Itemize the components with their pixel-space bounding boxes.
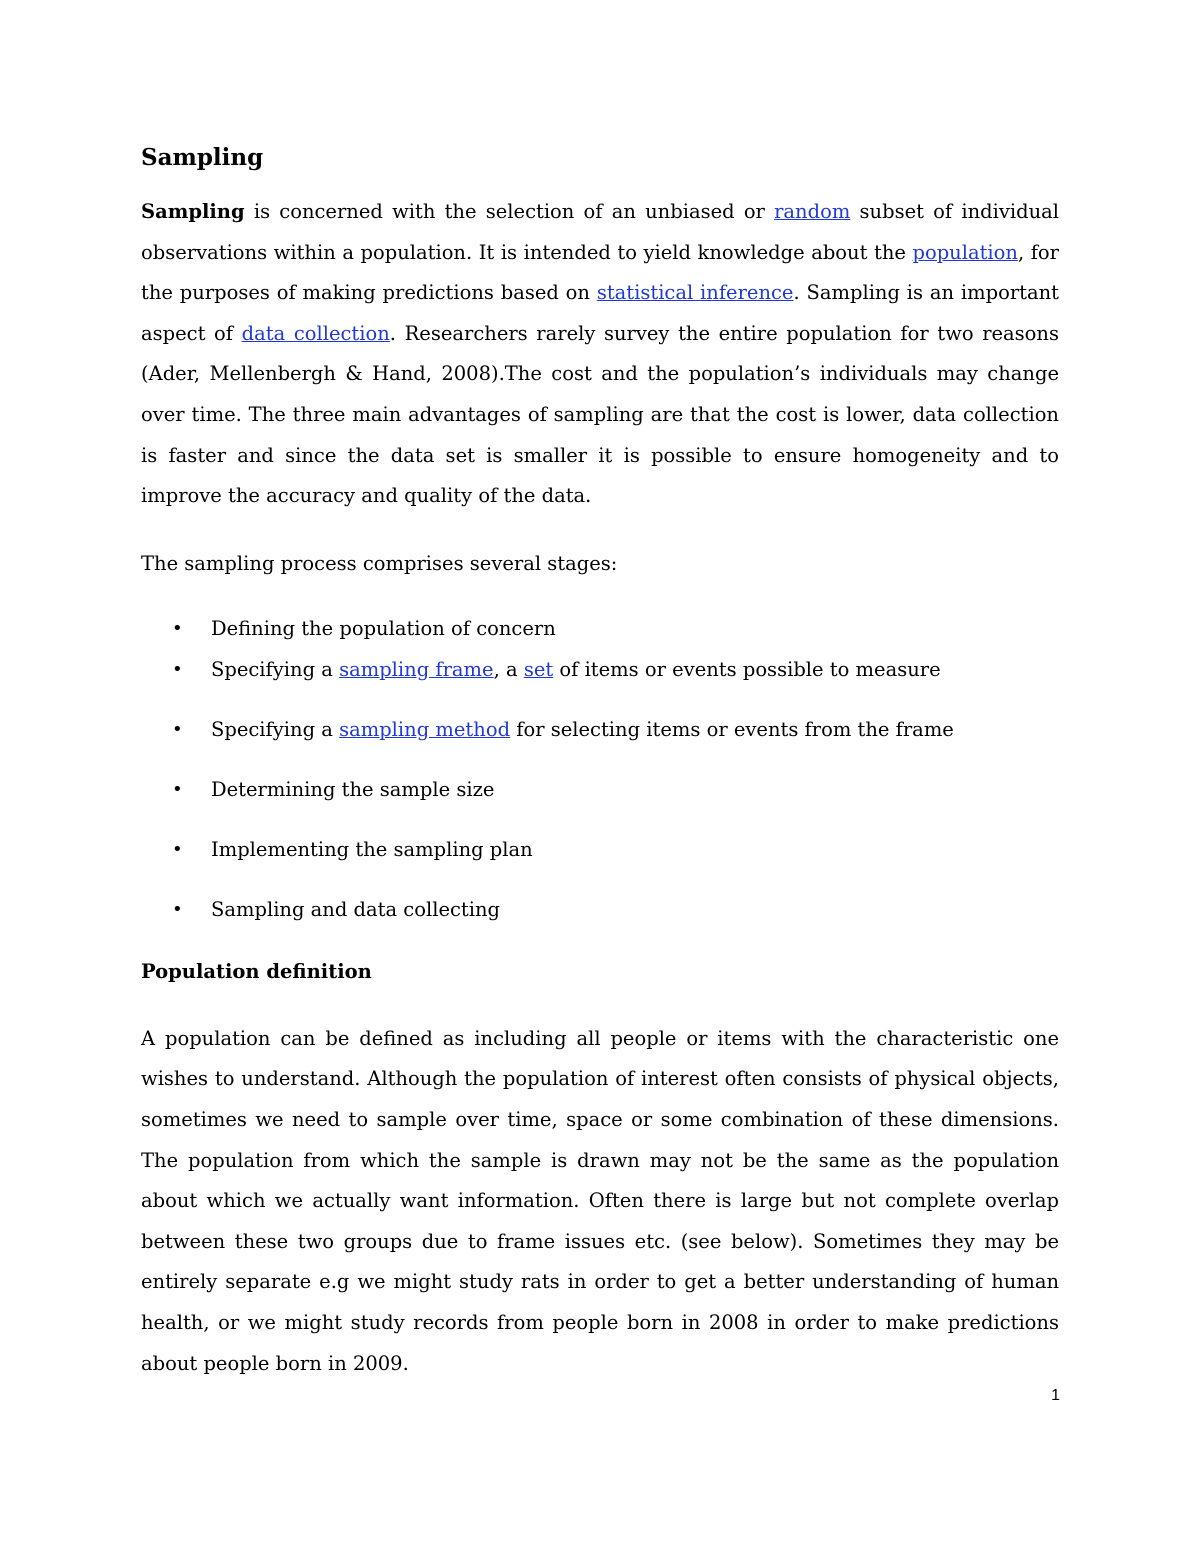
document-body (141, 138, 1059, 1384)
random-link[interactable]: random (774, 200, 851, 223)
page-number: 1 (1051, 1387, 1060, 1404)
stage-text: Sampling and data collecting (211, 897, 501, 921)
intro-text-4: . Sampling is an important aspect of (141, 281, 1060, 345)
sampling-frame-link[interactable]: sampling frame (339, 657, 494, 681)
population-definition-heading: Population definition (141, 959, 372, 983)
stages-list (141, 609, 1059, 930)
stage-text-pre: Specifying a (211, 717, 340, 741)
set-link[interactable]: set (523, 657, 554, 681)
stage-sampling-frame (141, 650, 1059, 690)
stage-implement-plan (141, 830, 1059, 870)
sampling-method-link[interactable]: sampling method (339, 717, 511, 741)
intro-text-2: subset of individual observations within a population. It is intended to yield knowledge about the (141, 200, 1060, 264)
stages-intro: The sampling process comprises several stages: (141, 551, 618, 575)
sampling-term: Sampling (141, 200, 245, 223)
stage-sample-size (141, 770, 1059, 810)
document-title: Sampling (141, 144, 264, 171)
stage-text-post: for selecting items or events from the frame (510, 717, 954, 741)
stage-text-post: of items or events possible to measure (553, 657, 941, 681)
stage-text: Determining the sample size (211, 777, 495, 801)
stage-text: Implementing the sampling plan (211, 837, 533, 861)
stage-text-mid: , a (493, 657, 524, 681)
stage-text: Defining the population of concern (211, 616, 556, 640)
population-link[interactable]: population (912, 240, 1018, 264)
intro-text-1: is concerned with the selection of an unbiased or (244, 200, 775, 223)
intro-paragraph (141, 192, 1059, 517)
stage-define-population (141, 609, 1059, 649)
stage-data-collecting (141, 890, 1059, 930)
data-collection-link[interactable]: data collection (241, 321, 390, 345)
population-paragraph: A population can be defined as including all people or items with the characteristic one wishes to understand. Although the population of interest often consists of physical objects, sometimes we need to sample over time, space or some combination of these dimensions. The population from which the sample is drawn may not be the same as the population about which we actually want information. Often there is large but not complete overlap between these two groups due to frame issues etc. (see below). Sometimes they may be entirely separate e.g we might study rats in order to get a better understanding of human health, or we might study records from people born in 2008 in order to make predictions about people born in 2009. (141, 1026, 1059, 1375)
intro-text-3: , for the purposes of making predictions based on (141, 240, 1059, 305)
intro-text-5: . Researchers rarely survey the entire population for two reasons (Ader, Mellenbergh & Hand, 2008).The cost and the population’s individuals may change over time. The three main advantages of sampling are that the cost is lower, data collection is faster and since the data set is smaller it is possible to ensure homogeneity and to improve the accuracy and quality of the data. (141, 321, 1059, 508)
stage-text-pre: Specifying a (211, 657, 340, 681)
statistical-inference-link[interactable]: statistical inference (596, 281, 794, 305)
stage-sampling-method (141, 710, 1059, 750)
